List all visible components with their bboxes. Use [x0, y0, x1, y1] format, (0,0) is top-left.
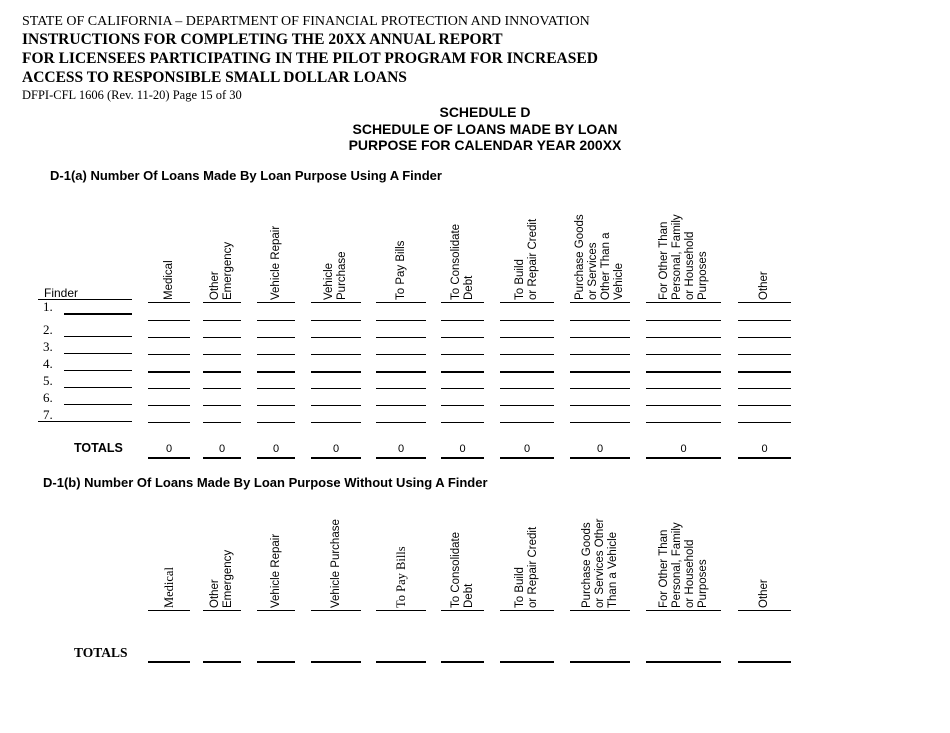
section-a-cell-r3-c4[interactable]: [311, 354, 361, 355]
section-a-total-rule-8: [570, 457, 630, 459]
section-b-col-header-4-line-1: Vehicle Purchase: [330, 519, 342, 608]
finder-entry-1[interactable]: [64, 313, 132, 315]
section-a-cell-r5-c3[interactable]: [257, 388, 295, 389]
section-a-cell-r1-c8[interactable]: [570, 320, 630, 321]
section-b-total-7[interactable]: [500, 661, 554, 663]
section-b-col-header-3: [270, 534, 283, 608]
section-a-cell-r7-c7[interactable]: [500, 422, 554, 423]
section-a-cell-r1-c3[interactable]: [257, 320, 295, 321]
section-b-col-header-5-line-1: To Pay Bills: [394, 546, 408, 608]
section-a-header-rule-10: [738, 302, 791, 303]
section-a-col-header-4-line-1: Vehicle: [323, 262, 335, 300]
section-a-cell-r7-c4[interactable]: [311, 422, 361, 423]
section-b-header-rule-9: [646, 610, 721, 611]
section-a-cell-r7-c5[interactable]: [376, 422, 426, 423]
schedule-title-line-2: SCHEDULE OF LOANS MADE BY LOAN: [352, 121, 618, 137]
section-b-col-header-6-line-2: Debt: [463, 583, 475, 608]
section-a-cell-r7-c9[interactable]: [646, 422, 721, 423]
section-a-total-1: 0: [165, 443, 173, 455]
finder-entry-4[interactable]: [64, 370, 132, 371]
section-a-total-rule-9: [646, 457, 721, 459]
section-a-col-header-8-line-4: Vehicle: [613, 262, 625, 300]
section-a-total-8: 0: [596, 443, 604, 455]
section-b-total-3[interactable]: [257, 661, 295, 663]
section-a-total-4: 0: [332, 443, 340, 455]
section-a-col-header-5: [395, 241, 408, 300]
section-a-cell-r4-c8[interactable]: [570, 371, 630, 373]
section-b-col-header-8: [581, 519, 620, 608]
section-a-cell-r5-c9[interactable]: [646, 388, 721, 389]
section-a-total-10: 0: [761, 443, 768, 455]
finder-label: Finder: [44, 286, 79, 300]
section-a-col-header-2: [209, 242, 235, 300]
section-a-total-9: 0: [680, 443, 687, 455]
section-a-col-header-2-line-2: Emergency: [222, 241, 234, 300]
section-a-cell-r6-c9[interactable]: [646, 405, 721, 406]
section-a-cell-r1-c4[interactable]: [311, 320, 361, 321]
section-a-cell-r7-c10[interactable]: [738, 422, 791, 423]
section-a-cell-r6-c1[interactable]: [148, 405, 190, 406]
section-b-total-2[interactable]: [203, 661, 241, 663]
section-a-header-rule-5: [376, 302, 426, 303]
section-a-cell-r6-c6[interactable]: [441, 405, 484, 406]
section-a-cell-r7-c3[interactable]: [257, 422, 295, 423]
section-a-total-2: 0: [218, 443, 226, 455]
finder-entry-5[interactable]: [64, 387, 132, 388]
section-a-cell-r1-c1[interactable]: [148, 320, 190, 321]
section-a-col-header-9-line-4: Purposes: [697, 251, 709, 300]
section-a-col-header-6-line-1: To Consolidate: [450, 223, 462, 300]
section-a-cell-r3-c1[interactable]: [148, 354, 190, 355]
section-a-col-header-2-line-1: Other: [209, 271, 221, 300]
section-a-cell-r3-c10[interactable]: [738, 354, 791, 355]
section-b-header-rule-3: [257, 610, 295, 611]
section-a-cell-r7-c8[interactable]: [570, 422, 630, 423]
section-a-col-header-8-line-1: Purchase Goods: [574, 214, 586, 300]
section-b-totals-label: TOTALS: [74, 645, 128, 660]
section-a-cell-r3-c7[interactable]: [500, 354, 554, 355]
section-a-cell-r4-c10[interactable]: [738, 371, 791, 373]
section-a-total-5: 0: [397, 443, 405, 455]
section-a-totals-label: TOTALS: [74, 441, 123, 455]
section-a-header-rule-6: [441, 302, 484, 303]
section-a-header-rule-7: [500, 302, 554, 303]
section-a-cell-r7-c6[interactable]: [441, 422, 484, 423]
section-a-cell-r5-c10[interactable]: [738, 388, 791, 389]
section-b-col-header-9-line-3: or Household: [684, 539, 696, 608]
section-b-col-header-5: [395, 546, 408, 608]
section-b-col-header-1: [163, 567, 176, 608]
form-id: DFPI-CFL 1606 (Rev. 11-20) Page 15 of 30: [22, 88, 242, 102]
section-a-cell-r1-c9[interactable]: [646, 320, 721, 321]
section-a-cell-r5-c8[interactable]: [570, 388, 630, 389]
row-number-1: 1.: [43, 299, 53, 314]
schedule-title-line-3: PURPOSE FOR CALENDAR YEAR 200XX: [348, 137, 622, 153]
row-number-6: 6.: [43, 390, 53, 405]
section-b-col-header-9-line-2: Personal, Family: [671, 522, 683, 608]
section-a-total-7: 0: [523, 443, 531, 455]
section-a-total-3: 0: [272, 443, 280, 455]
section-a-cell-r5-c1[interactable]: [148, 388, 190, 389]
section-b-col-header-1-line-1: Medical: [162, 567, 176, 608]
section-b-header-rule-1: [148, 610, 190, 611]
section-b-header-rule-5: [376, 610, 426, 611]
section-b-total-4[interactable]: [311, 661, 361, 663]
section-b-col-header-9-line-4: Purposes: [697, 559, 709, 608]
section-a-cell-r5-c7[interactable]: [500, 388, 554, 389]
section-a-total-rule-6: [441, 457, 484, 459]
section-a-cell-r7-c2[interactable]: [203, 422, 241, 423]
section-a-cell-r1-c2[interactable]: [203, 320, 241, 321]
section-a-col-header-10-line-1: Other: [758, 271, 770, 300]
section-a-header-rule-1: [148, 302, 190, 303]
section-a-col-header-6-line-2: Debt: [463, 275, 475, 300]
section-a-col-header-1-line-1: Medical: [163, 260, 175, 300]
section-a-cell-r4-c7[interactable]: [500, 371, 554, 373]
section-b-col-header-9-line-1: For Other Than: [658, 529, 670, 608]
section-a-col-header-1: [163, 260, 176, 300]
row-number-2: 2.: [43, 322, 53, 337]
section-a-total-rule-1: [148, 457, 190, 459]
section-a-cell-r6-c3[interactable]: [257, 405, 295, 406]
section-b-col-header-10: [758, 579, 771, 608]
section-b-total-6[interactable]: [441, 661, 484, 663]
section-a-cell-r6-c8[interactable]: [570, 405, 630, 406]
schedule-title-line-1: SCHEDULE D: [439, 104, 531, 120]
section-a-col-header-4: [323, 251, 349, 300]
section-b-col-header-7: [514, 527, 540, 608]
section-a-cell-r4-c4[interactable]: [311, 371, 361, 373]
section-b-header-rule-7: [500, 610, 554, 611]
section-a-cell-r2-c4[interactable]: [311, 337, 361, 338]
section-a-header-rule-4: [311, 302, 361, 303]
section-a-col-header-6: [450, 224, 476, 300]
section-a-cell-r2-c1[interactable]: [148, 337, 190, 338]
section-b-col-header-8-line-2: or Services Other: [594, 518, 606, 608]
section-b-total-10[interactable]: [738, 661, 791, 663]
row-number-3: 3.: [43, 339, 53, 354]
row-number-4: 4.: [43, 356, 53, 371]
section-a-col-header-8-line-3: Other Than a: [600, 232, 612, 300]
section-b-header-rule-2: [203, 610, 241, 611]
section-a-col-header-7: [514, 219, 540, 300]
section-a-cell-r6-c2[interactable]: [203, 405, 241, 406]
finder-entry-7[interactable]: [38, 421, 132, 422]
section-a-col-header-7-line-2: or Repair Credit: [527, 218, 539, 300]
section-a-header-rule-2: [203, 302, 241, 303]
section-b-col-header-3-line-1: Vehicle Repair: [270, 533, 282, 608]
section-a-cell-r2-c2[interactable]: [203, 337, 241, 338]
section-a-cell-r2-c6[interactable]: [441, 337, 484, 338]
section-a-header-rule-8: [570, 302, 630, 303]
section-a-col-header-9-line-1: For Other Than: [658, 221, 670, 300]
section-b-col-header-10-line-1: Other: [758, 579, 770, 608]
section-a-cell-r3-c8[interactable]: [570, 354, 630, 355]
section-b-header-rule-10: [738, 610, 791, 611]
section-a-cell-r4-c6[interactable]: [441, 371, 484, 373]
section-a-cell-r6-c10[interactable]: [738, 405, 791, 406]
section-a-cell-r2-c3[interactable]: [257, 337, 295, 338]
section-b-col-header-8-line-3: Than a Vehicle: [607, 531, 619, 608]
section-a-total-rule-3: [257, 457, 295, 459]
section-b-title: D-1(b) Number Of Loans Made By Loan Purpose Without Using A Finder: [43, 475, 488, 490]
section-a-cell-r4-c2[interactable]: [203, 371, 241, 373]
section-a-header-rule-3: [257, 302, 295, 303]
row-number-5: 5.: [43, 373, 53, 388]
section-b-col-header-9: [658, 522, 710, 608]
section-a-cell-r2-c8[interactable]: [570, 337, 630, 338]
section-a-total-6: 0: [459, 443, 466, 455]
section-b-col-header-6: [450, 532, 476, 608]
section-b-total-5[interactable]: [376, 661, 426, 663]
section-a-cell-r5-c5[interactable]: [376, 388, 426, 389]
section-a-cell-r4-c1[interactable]: [148, 371, 190, 373]
section-a-cell-r1-c7[interactable]: [500, 320, 554, 321]
section-a-cell-r7-c1[interactable]: [148, 422, 190, 423]
section-a-cell-r4-c5[interactable]: [376, 371, 426, 373]
section-a-cell-r6-c5[interactable]: [376, 405, 426, 406]
section-a-total-rule-4: [311, 457, 361, 459]
section-a-total-rule-7: [500, 457, 554, 459]
section-a-cell-r6-c4[interactable]: [311, 405, 361, 406]
section-a-col-header-9-line-3: or Household: [684, 231, 696, 300]
section-b-col-header-2-line-1: Other: [209, 579, 221, 608]
section-a-cell-r4-c9[interactable]: [646, 371, 721, 373]
agency-name: STATE OF CALIFORNIA – DEPARTMENT OF FINANCIAL PROTECTION AND INNOVATION: [22, 14, 590, 29]
section-a-cell-r1-c5[interactable]: [376, 320, 426, 321]
section-a-col-header-4-line-2: Purchase: [336, 251, 348, 300]
section-a-total-rule-10: [738, 457, 791, 459]
section-a-cell-r2-c5[interactable]: [376, 337, 426, 338]
row-number-7: 7.: [43, 407, 53, 422]
section-b-col-header-2: [209, 550, 235, 608]
section-a-total-rule-5: [376, 457, 426, 459]
section-a-header-rule-9: [646, 302, 721, 303]
section-a-cell-r1-c10[interactable]: [738, 320, 791, 321]
section-a-col-header-9: [658, 214, 710, 300]
section-a-title: D-1(a) Number Of Loans Made By Loan Purpose Using A Finder: [50, 168, 442, 183]
section-a-cell-r6-c7[interactable]: [500, 405, 554, 406]
finder-entry-2[interactable]: [64, 336, 132, 337]
section-b-header-rule-4: [311, 610, 361, 611]
section-a-col-header-3-line-1: Vehicle Repair: [270, 225, 282, 300]
section-a-cell-r3-c3[interactable]: [257, 354, 295, 355]
section-b-total-1[interactable]: [148, 661, 190, 663]
report-title-line-2: FOR LICENSEES PARTICIPATING IN THE PILOT PROGRAM FOR INCREASED: [22, 50, 598, 67]
section-a-col-header-10: [758, 271, 771, 300]
section-a-col-header-9-line-2: Personal, Family: [671, 214, 683, 300]
finder-entry-3[interactable]: [64, 353, 132, 354]
section-a-cell-r5-c6[interactable]: [441, 388, 484, 389]
section-b-col-header-6-line-1: To Consolidate: [450, 531, 462, 608]
section-b-col-header-2-line-2: Emergency: [222, 549, 234, 608]
section-b-total-9[interactable]: [646, 661, 721, 663]
section-a-cell-r3-c2[interactable]: [203, 354, 241, 355]
section-a-col-header-3: [270, 226, 283, 300]
section-b-col-header-7-line-2: or Repair Credit: [527, 526, 539, 608]
section-a-col-header-8-line-2: or Services: [587, 242, 599, 300]
section-a-cell-r5-c2[interactable]: [203, 388, 241, 389]
section-a-cell-r3-c5[interactable]: [376, 354, 426, 355]
section-a-cell-r1-c6[interactable]: [441, 320, 484, 321]
section-a-cell-r4-c3[interactable]: [257, 371, 295, 373]
report-title-line-3: ACCESS TO RESPONSIBLE SMALL DOLLAR LOANS: [22, 69, 407, 86]
section-a-col-header-5-line-1: To Pay Bills: [395, 240, 407, 300]
section-b-header-rule-6: [441, 610, 484, 611]
section-a-total-rule-2: [203, 457, 241, 459]
section-a-cell-r2-c7[interactable]: [500, 337, 554, 338]
section-a-cell-r2-c9[interactable]: [646, 337, 721, 338]
section-a-cell-r3-c9[interactable]: [646, 354, 721, 355]
finder-entry-6[interactable]: [64, 404, 132, 405]
section-b-col-header-4: [330, 519, 343, 608]
report-title-line-1: INSTRUCTIONS FOR COMPLETING THE 20XX ANNUAL REPORT: [22, 31, 503, 48]
section-b-total-8[interactable]: [570, 661, 630, 663]
section-b-col-header-7-line-1: To Build: [514, 567, 526, 608]
section-a-col-header-7-line-1: To Build: [514, 259, 526, 300]
section-a-cell-r3-c6[interactable]: [441, 354, 484, 355]
section-b-header-rule-8: [570, 610, 630, 611]
section-b-col-header-8-line-1: Purchase Goods: [581, 522, 593, 608]
section-a-cell-r5-c4[interactable]: [311, 388, 361, 389]
section-a-cell-r2-c10[interactable]: [738, 337, 791, 338]
section-a-col-header-8: [574, 214, 626, 300]
